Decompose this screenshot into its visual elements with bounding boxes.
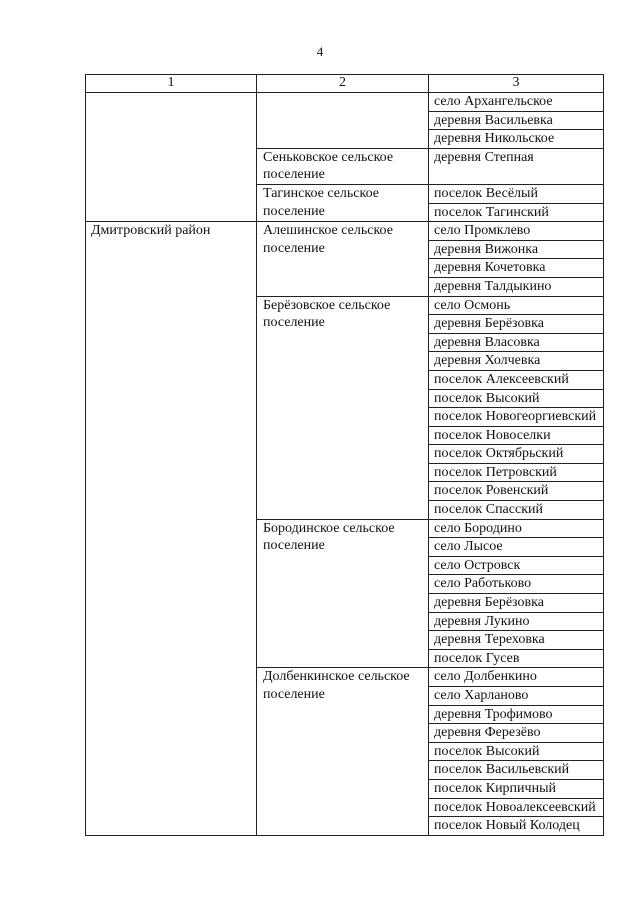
place-cell: деревня Холчевка [429,352,604,371]
district-cell [86,93,257,222]
settlement-cell: Сеньковское сельское поселение [257,148,429,184]
settlement-cell: Алешинское сельское поселение [257,222,429,296]
place-cell: поселок Васильевский [429,761,604,780]
place-cell: поселок Алексеевский [429,370,604,389]
column-header-3: 3 [429,75,604,93]
place-cell: деревня Талдыкино [429,277,604,296]
place-cell: деревня Ферезёво [429,724,604,743]
place-cell: поселок Весёлый [429,184,604,203]
place-cell: поселок Новоселки [429,426,604,445]
settlement-cell: Долбенкинское сельское поселение [257,668,429,835]
place-cell: поселок Новый Колодец [429,817,604,836]
place-cell: село Лысое [429,538,604,557]
place-cell: поселок Новоалексеевский [429,798,604,817]
settlement-cell [257,93,429,149]
table-row [86,222,604,241]
place-cell: деревня Васильевка [429,111,604,130]
place-cell: поселок Петровский [429,463,604,482]
place-cell: деревня Берёзовка [429,594,604,613]
place-cell: поселок Ровенский [429,482,604,501]
place-cell: поселок Гусев [429,649,604,668]
header-row [86,75,604,93]
page-number: 4 [316,44,324,59]
place-cell: село Промклево [429,222,604,241]
place-cell: село Архангельское [429,93,604,112]
district-cell: Дмитровский район [86,222,257,836]
place-cell: деревня Степная [429,148,604,184]
place-cell: деревня Берёзовка [429,315,604,334]
place-cell: поселок Спасский [429,501,604,520]
table-body [86,93,604,836]
place-cell: деревня Никольское [429,130,604,149]
place-cell: село Островск [429,556,604,575]
place-cell: деревня Тереховка [429,631,604,650]
place-cell: поселок Новогеоргиевский [429,408,604,427]
place-cell: село Осмонь [429,296,604,315]
place-cell: деревня Лукино [429,612,604,631]
place-cell: поселок Октябрьский [429,445,604,464]
column-header-2: 2 [257,75,429,93]
place-cell: поселок Тагинский [429,203,604,222]
table-row [86,93,604,112]
place-cell: поселок Кирпичный [429,779,604,798]
place-cell: деревня Кочетовка [429,259,604,278]
place-cell: поселок Высокий [429,389,604,408]
settlement-cell: Тагинское сельское поселение [257,184,429,221]
column-header-1: 1 [86,75,257,93]
place-cell: деревня Вижонка [429,240,604,259]
place-cell: село Харланово [429,687,604,706]
settlement-cell: Берёзовское сельское поселение [257,296,429,519]
place-cell: село Долбенкино [429,668,604,687]
place-cell: деревня Трофимово [429,705,604,724]
place-cell: поселок Высокий [429,742,604,761]
place-cell: село Работьково [429,575,604,594]
place-cell: деревня Власовка [429,333,604,352]
settlement-cell: Бородинское сельское поселение [257,519,429,668]
place-cell: село Бородино [429,519,604,538]
settlements-table [85,74,604,836]
